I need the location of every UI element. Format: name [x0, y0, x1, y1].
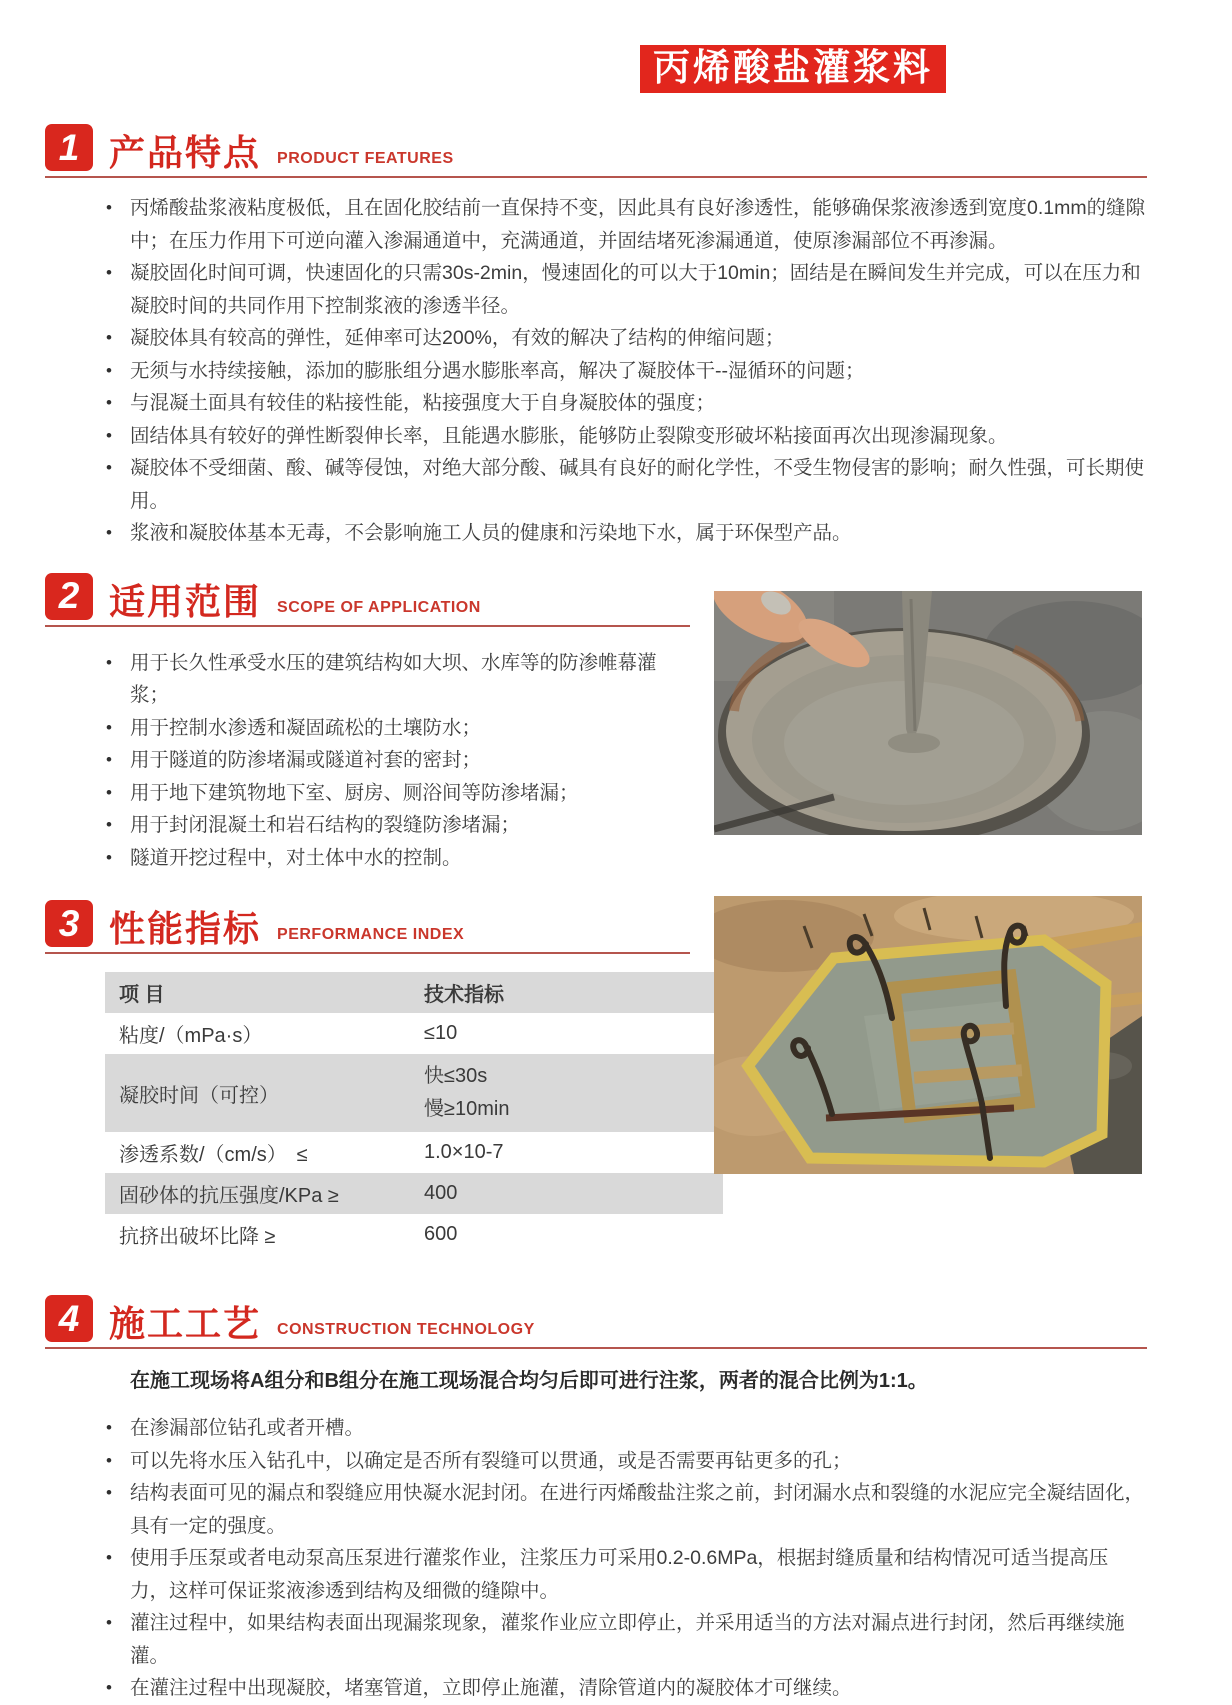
value-line-fast: 快≤30s — [424, 1065, 488, 1087]
section-construction-technology — [45, 1295, 1147, 1705]
table-row — [105, 1013, 723, 1054]
list-item: • 凝胶固化时间可调，快速固化的只需30s-2min，慢速固化的可以大于10min；固结是在瞬间发生并完成，可以在压力和凝胶时间的共同作用下控制浆液的渗透半径。 — [100, 257, 1147, 322]
list-item: • 灌注过程中，如果结构表面出现漏浆现象，灌浆作业应立即停止，并采用适当的方法对漏点进行封闭，然后再继续施灌。 — [100, 1607, 1147, 1672]
section-3-title: 性能指标 — [109, 908, 262, 949]
table-cell-label: 粘度/（mPa·s） — [119, 1025, 263, 1047]
table-row — [105, 1054, 723, 1132]
list-item: • 与混凝土面具有较佳的粘接性能，粘接强度大于自身凝胶体的强度； — [100, 387, 1147, 420]
section-2-number-badge: 2 — [45, 573, 93, 620]
list-item: • 用于隧道的防渗堵漏或隧道衬套的密封； — [100, 744, 690, 777]
section-3-subtitle: PERFORMANCE INDEX — [277, 926, 465, 943]
list-item: • 在灌注过程中出现凝胶，堵塞管道，立即停止施灌，清除管道内的凝胶体才可继续。 — [100, 1672, 1147, 1705]
list-item: • 隧道开挖过程中，对土体中水的控制。 — [100, 842, 690, 875]
section-2-content — [45, 573, 690, 875]
table-cell-value: ≤10 — [424, 1022, 458, 1044]
list-item: • 固结体具有较好的弹性断裂伸长率，且能遇水膨胀，能够防止裂隙变形破坏粘接面再次出现渗漏现象。 — [100, 420, 1147, 453]
table-cell-label: 渗透系数/（cm/s） ≤ — [119, 1144, 308, 1166]
formwork-pouring-photo — [714, 896, 1142, 1174]
construction-steps-list — [100, 1412, 1147, 1705]
section-2-header — [45, 573, 690, 627]
table-cell-label: 凝胶时间（可控） — [105, 1054, 410, 1132]
section-scope-of-application — [45, 573, 1147, 875]
mixing-ratio-intro: 在施工现场将A组分和B组分在施工现场混合均匀后即可进行注浆，两者的混合比例为1:1。 — [130, 1370, 928, 1392]
section-3-header — [45, 900, 690, 954]
column-header-spec: 技术指标 — [410, 972, 723, 1013]
list-item: • 使用手压泵或者电动泵高压泵进行灌浆作业，注浆压力可采用0.2-0.6MPa，根据封缝质量和结构情况可适当提高压力，这样可保证浆液渗透到结构及细微的缝隙中。 — [100, 1542, 1147, 1607]
list-item: • 用于地下建筑物地下室、厨房、厕浴间等防渗堵漏； — [100, 777, 690, 810]
table-cell-label: 抗挤出破坏比降 ≥ — [119, 1226, 276, 1248]
table-header-row — [105, 972, 723, 1013]
section-1-title: 产品特点 — [109, 132, 262, 173]
product-features-list — [100, 192, 1147, 550]
section-4-subtitle: CONSTRUCTION TECHNOLOGY — [277, 1321, 535, 1338]
section-2-title: 适用范围 — [109, 580, 262, 622]
section-4-number-badge: 4 — [45, 1295, 93, 1342]
list-item: • 凝胶体不受细菌、酸、碱等侵蚀，对绝大部分酸、碱具有良好的耐化学性，不受生物侵害的影响；耐久性强，可长期使用。 — [100, 452, 1147, 517]
table-cell-value: 400 — [410, 1173, 723, 1214]
grout-mixing-photo — [714, 591, 1142, 835]
table-cell-value: 1.0×10-7 — [424, 1141, 504, 1163]
table-row — [105, 1173, 723, 1214]
table-cell-label: 固砂体的抗压强度/KPa ≥ — [105, 1173, 410, 1214]
section-4-header — [45, 1295, 1147, 1349]
list-item: • 可以先将水压入钻孔中，以确定是否所有裂缝可以贯通，或是否需要再钻更多的孔； — [100, 1445, 1147, 1478]
value-line-slow: 慢≥10min — [424, 1098, 510, 1120]
table-row — [105, 1132, 723, 1173]
banner-row — [45, 45, 1147, 93]
scope-list — [100, 647, 690, 875]
table-cell-value: 600 — [424, 1223, 458, 1245]
list-item: • 丙烯酸盐浆液粘度极低，且在固化胶结前一直保持不变，因此具有良好渗透性，能够确保浆液渗透到宽度0.1mm的缝隙中；在压力作用下可逆向灌入渗漏通道中，充满通道，并固结堵死渗漏通道，使原渗漏部位不再渗漏。 — [100, 192, 1147, 257]
product-title-banner: 丙烯酸盐灌浆料 — [640, 45, 946, 93]
section-performance-index — [45, 900, 1147, 1255]
list-item: • 在渗漏部位钻孔或者开槽。 — [100, 1412, 1147, 1445]
list-item: • 凝胶体具有较高的弹性，延伸率可达200%，有效的解决了结构的伸缩问题； — [100, 322, 1147, 355]
list-item: • 浆液和凝胶体基本无毒，不会影响施工人员的健康和污染地下水，属于环保型产品。 — [100, 517, 1147, 550]
list-item: • 结构表面可见的漏点和裂缝应用快凝水泥封闭。在进行丙烯酸盐注浆之前，封闭漏水点和裂缝的水泥应完全凝结固化，具有一定的强度。 — [100, 1477, 1147, 1542]
section-2-subtitle: SCOPE OF APPLICATION — [277, 598, 481, 616]
section-3-number-badge: 3 — [45, 900, 93, 947]
list-item: • 用于封闭混凝土和岩石结构的裂缝防渗堵漏； — [100, 809, 690, 842]
table-cell-value — [410, 1054, 723, 1132]
section-4-title: 施工工艺 — [109, 1303, 262, 1344]
section-1-number-badge: 1 — [45, 124, 93, 171]
section-1-subtitle: PRODUCT FEATURES — [277, 150, 454, 167]
section-3-content — [45, 900, 690, 1255]
section-1-header — [45, 124, 1147, 178]
table-row — [105, 1214, 723, 1255]
column-header-item: 项 目 — [105, 972, 410, 1013]
list-item: • 用于控制水渗透和凝固疏松的土壤防水； — [100, 712, 690, 745]
section-product-features — [45, 124, 1147, 550]
list-item: • 无须与水持续接触，添加的膨胀组分遇水膨胀率高，解决了凝胶体干--湿循环的问题； — [100, 355, 1147, 388]
performance-table — [105, 972, 723, 1255]
list-item: • 用于长久性承受水压的建筑结构如大坝、水库等的防渗帷幕灌浆； — [100, 647, 690, 712]
